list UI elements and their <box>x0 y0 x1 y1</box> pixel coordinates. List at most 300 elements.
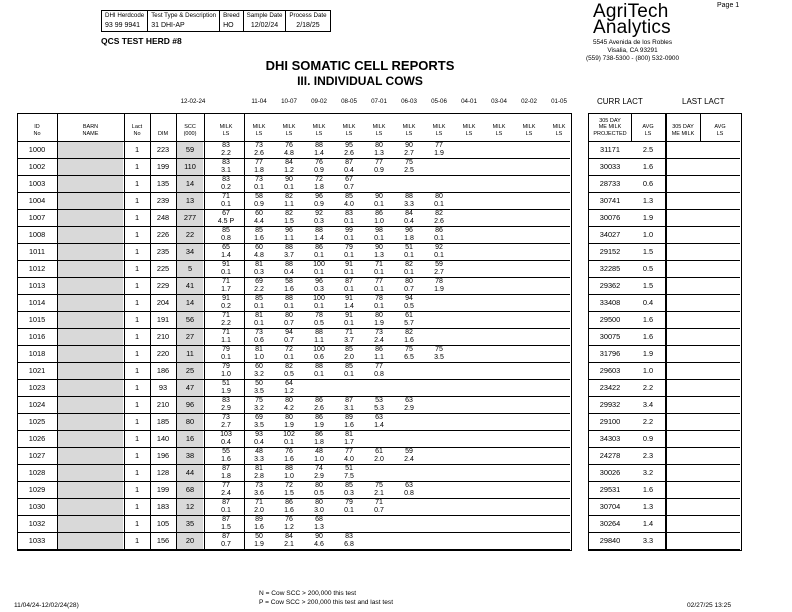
milk-ls-value: 80 <box>375 312 383 319</box>
milk-ls-value: 0.7 <box>344 183 354 191</box>
company-address <box>560 39 705 63</box>
milk-ls-value: 63 <box>405 482 413 489</box>
history-milk-ls <box>305 227 333 242</box>
barn-name-cell <box>58 363 123 379</box>
lact-no: 1 <box>134 383 140 392</box>
dim-value: 226 <box>156 230 170 239</box>
barn-name-cell <box>58 397 123 413</box>
milk-ls-value: 1.2 <box>284 387 294 395</box>
history-milk-ls <box>365 295 393 310</box>
column-divider <box>204 113 205 549</box>
milk-ls-header-line: MILK <box>522 124 536 130</box>
milk-ls-value: 6.5 <box>404 353 414 361</box>
history-milk-ls <box>245 431 273 446</box>
milk-ls-value: 0.3 <box>314 285 324 293</box>
history-milk-ls <box>335 295 363 310</box>
history-milk-ls <box>275 278 303 293</box>
dim-value: 239 <box>156 196 170 205</box>
sample-date-value: 12/02/24 <box>243 20 286 32</box>
cow-id: 1023 <box>28 383 46 392</box>
milk-ls-value: 7.5 <box>344 472 354 480</box>
cow-id: 1026 <box>28 434 46 443</box>
sample-date-label: Sample Date <box>243 11 286 21</box>
milk-ls-value: 0.4 <box>284 268 294 276</box>
milk-ls-value: 75 <box>405 159 413 166</box>
history-date: 02-02 <box>521 98 537 105</box>
milk-ls-value: 81 <box>345 431 353 438</box>
me-milk-projected: 34027 <box>599 230 621 239</box>
history-milk-ls <box>335 465 363 480</box>
history-milk-ls <box>305 312 333 327</box>
milk-ls-value: 71 <box>222 193 230 200</box>
dim-value: 156 <box>156 536 170 545</box>
milk-ls-value: 96 <box>405 227 413 234</box>
history-milk-ls <box>425 210 453 225</box>
milk-ls-value: 1.0 <box>314 455 324 463</box>
cow-id: 1024 <box>28 400 46 409</box>
avg-ls: 2.2 <box>642 383 654 392</box>
milk-ls-value: 0.7 <box>404 285 414 293</box>
history-milk-ls <box>395 397 423 412</box>
milk-ls-header-line: MILK <box>492 124 506 130</box>
id-header-line: No <box>33 130 41 137</box>
milk-ls-value: 0.7 <box>284 319 294 327</box>
history-milk-ls <box>305 363 333 378</box>
milk-ls-value: 3.7 <box>344 336 354 344</box>
history-milk-ls <box>335 261 363 276</box>
barn-name-cell <box>58 278 123 294</box>
avg-ls: 1.5 <box>642 247 654 256</box>
history-milk-ls <box>305 499 333 514</box>
milk-ls-value: 87 <box>222 499 230 506</box>
milk-ls-value: 78 <box>435 278 443 285</box>
milk-ls-value: 1.3 <box>374 149 384 157</box>
milk-ls-value: 0.5 <box>404 302 414 310</box>
milk-ls-value: 73 <box>375 329 383 336</box>
history-milk-ls <box>245 414 273 429</box>
history-milk-ls <box>365 142 393 157</box>
barn-name-cell <box>58 346 123 362</box>
history-milk-ls <box>245 448 273 463</box>
milk-ls-value: 2.1 <box>374 489 384 497</box>
history-milk-ls <box>365 312 393 327</box>
dim-value: 191 <box>156 315 170 324</box>
avg-ls-header-curr-line: LS <box>644 130 652 137</box>
history-date: 06-03 <box>401 98 417 105</box>
barn-name-cell <box>58 142 123 158</box>
history-milk-ls <box>275 295 303 310</box>
history-milk-ls <box>365 210 393 225</box>
milk-ls-header-line: MILK <box>312 124 326 130</box>
milk-ls-value: 0.1 <box>254 302 264 310</box>
dim-value: 248 <box>156 213 170 222</box>
current-milk-ls <box>210 329 242 344</box>
history-milk-ls <box>245 159 273 174</box>
milk-ls-value: 2.6 <box>314 404 324 412</box>
history-milk-ls <box>395 448 423 463</box>
milk-ls-value: 1.6 <box>344 421 354 429</box>
milk-ls-value: 6.8 <box>344 540 354 548</box>
me-milk-projected: 30704 <box>599 502 621 511</box>
history-milk-ls <box>335 176 363 191</box>
milk-ls-value: 4.4 <box>254 217 264 225</box>
milk-ls-value: 89 <box>345 414 353 421</box>
milk-ls-value: 60 <box>255 210 263 217</box>
history-milk-ls <box>335 193 363 208</box>
cow-id: 1000 <box>28 145 46 154</box>
milk-ls-value: 59 <box>435 261 443 268</box>
milk-ls-value: 1.9 <box>434 285 444 293</box>
milk-ls-value: 1.8 <box>404 234 414 242</box>
history-milk-ls <box>365 499 393 514</box>
history-milk-ls <box>305 448 333 463</box>
milk-ls-value: 1.9 <box>374 319 384 327</box>
milk-ls-value: 1.8 <box>314 438 324 446</box>
avg-ls-header-last-line: LS <box>716 130 724 137</box>
row-divider <box>588 175 740 176</box>
avg-ls: 1.3 <box>642 196 654 205</box>
history-milk-ls <box>245 210 273 225</box>
milk-ls-value: 3.2 <box>254 370 264 378</box>
milk-ls-value: 69 <box>255 414 263 421</box>
current-milk-ls <box>210 363 242 378</box>
milk-ls-value: 0.1 <box>221 200 231 208</box>
milk-ls-value: 94 <box>285 329 293 336</box>
milk-ls-header-line: MILK <box>462 124 476 130</box>
address-phone: (559) 738-5300 - (800) 532-0900 <box>585 55 680 62</box>
history-milk-ls <box>245 363 273 378</box>
milk-ls-value: 0.1 <box>344 506 354 514</box>
history-milk-ls <box>275 193 303 208</box>
avg-ls: 1.9 <box>642 349 654 358</box>
current-milk-ls <box>210 193 242 208</box>
milk-ls-value: 74 <box>315 465 323 472</box>
milk-ls-header-current-line: MILK <box>219 124 233 130</box>
page-number: Page 1 <box>717 2 740 9</box>
milk-ls-value: 3.5 <box>254 387 264 395</box>
milk-ls-value: 0.5 <box>314 489 324 497</box>
history-milk-ls <box>305 414 333 429</box>
current-milk-ls <box>210 482 242 497</box>
milk-ls-value: 75 <box>405 346 413 353</box>
barn-name-cell <box>58 329 123 345</box>
milk-ls-value: 71 <box>375 261 383 268</box>
footer-timestamp: 02/27/25 13:25 <box>687 602 731 609</box>
milk-ls-value: 80 <box>435 193 443 200</box>
milk-ls-value: 1.6 <box>221 455 231 463</box>
herdcode-label: DHI Herdcode <box>102 11 148 21</box>
milk-ls-value: 1.5 <box>221 523 231 531</box>
history-milk-ls <box>425 278 453 293</box>
me-milk-header-last-line: 305 DAY <box>672 124 694 130</box>
milk-ls-value: 51 <box>345 465 353 472</box>
milk-ls-value: 1.9 <box>221 387 231 395</box>
current-milk-ls <box>210 244 242 259</box>
scc-value: 5 <box>187 264 193 273</box>
milk-ls-value: 4.6 <box>314 540 324 548</box>
milk-ls-value: 3.3 <box>404 200 414 208</box>
history-date: 09-02 <box>311 98 327 105</box>
current-milk-ls <box>210 346 242 361</box>
history-milk-ls <box>425 261 453 276</box>
lact-no: 1 <box>134 179 140 188</box>
milk-ls-value: 60 <box>255 244 263 251</box>
milk-ls-value: 0.1 <box>344 251 354 259</box>
me-milk-projected: 24278 <box>599 451 621 460</box>
history-milk-ls <box>395 329 423 344</box>
milk-ls-value: 1.4 <box>344 302 354 310</box>
milk-ls-value: 80 <box>315 482 323 489</box>
milk-ls-value: 90 <box>315 533 323 540</box>
me-milk-projected: 31171 <box>599 145 620 154</box>
barn-name-cell <box>58 380 123 396</box>
me-milk-projected: 30741 <box>599 196 621 205</box>
scc-value: 277 <box>183 213 197 222</box>
milk-ls-value: 0.1 <box>374 302 384 310</box>
history-date: 08-05 <box>341 98 357 105</box>
milk-ls-value: 90 <box>405 142 413 149</box>
scc-value: 13 <box>185 196 195 205</box>
milk-ls-value: 67 <box>345 176 353 183</box>
milk-ls-value: 77 <box>375 278 383 285</box>
milk-ls-value: 0.8 <box>374 370 384 378</box>
dim-value: 135 <box>156 179 170 188</box>
milk-ls-value: 0.1 <box>284 438 294 446</box>
report-title: DHI SOMATIC CELL REPORTS <box>265 58 455 73</box>
milk-ls-value: 55 <box>222 448 230 455</box>
avg-ls-header-last-line: AVG <box>714 124 726 130</box>
lact-no: 1 <box>134 451 140 460</box>
column-divider <box>631 113 632 141</box>
history-milk-ls <box>395 159 423 174</box>
milk-ls-value: 1.7 <box>221 285 231 293</box>
history-milk-ls <box>335 278 363 293</box>
milk-ls-value: 82 <box>405 329 413 336</box>
history-milk-ls <box>245 499 273 514</box>
milk-ls-header-line: LS <box>375 130 383 137</box>
milk-ls-value: 3.1 <box>344 404 354 412</box>
lact-no: 1 <box>134 162 140 171</box>
milk-ls-value: 83 <box>345 210 353 217</box>
milk-ls-value: 65 <box>222 244 230 251</box>
milk-ls-value: 78 <box>315 312 323 319</box>
history-milk-ls <box>425 346 453 361</box>
milk-ls-value: 71 <box>345 329 353 336</box>
milk-ls-header-line: LS <box>345 130 353 137</box>
history-milk-ls <box>305 465 333 480</box>
me-milk-projected: 29100 <box>599 417 621 426</box>
milk-ls-value: 3.5 <box>254 421 264 429</box>
current-milk-ls <box>210 295 242 310</box>
milk-ls-value: 72 <box>315 176 323 183</box>
milk-ls-value: 1.0 <box>374 217 384 225</box>
history-milk-ls <box>305 193 333 208</box>
milk-ls-value: 1.9 <box>434 149 444 157</box>
milk-ls-value: 0.1 <box>434 234 444 242</box>
current-test-date: 12-02-24 <box>180 98 206 105</box>
row-divider <box>588 226 740 227</box>
milk-ls-value: 51 <box>222 380 230 387</box>
scc-value: 80 <box>185 417 195 426</box>
lact-no: 1 <box>134 519 140 528</box>
history-milk-ls <box>335 159 363 174</box>
address-street: 5545 Avenida de los Robles <box>592 39 673 46</box>
row-divider <box>588 413 740 414</box>
cow-id: 1002 <box>28 162 46 171</box>
history-date: 11-04 <box>251 98 267 105</box>
milk-ls-value: 0.1 <box>374 268 384 276</box>
milk-ls-value: 103 <box>220 431 232 438</box>
history-milk-ls <box>365 278 393 293</box>
dim-value: 199 <box>156 485 170 494</box>
milk-ls-value: 77 <box>375 159 383 166</box>
lact-no: 1 <box>134 247 140 256</box>
milk-ls-value: 0.1 <box>344 319 354 327</box>
milk-ls-value: 0.4 <box>344 166 354 174</box>
milk-ls-value: 86 <box>315 431 323 438</box>
current-milk-ls <box>210 499 242 514</box>
milk-ls-value: 88 <box>315 363 323 370</box>
milk-ls-value: 3.0 <box>314 506 324 514</box>
current-milk-ls <box>210 278 242 293</box>
test-type-label: Test Type & Description <box>148 11 220 21</box>
milk-ls-value: 90 <box>285 176 293 183</box>
history-milk-ls <box>275 516 303 531</box>
last-lact-heading: LAST LACT <box>682 97 725 106</box>
row-divider <box>588 464 740 465</box>
avg-ls: 0.5 <box>642 264 654 273</box>
avg-ls: 0.4 <box>642 298 654 307</box>
scc-value: 110 <box>184 162 196 171</box>
history-milk-ls <box>395 193 423 208</box>
me-milk-projected: 30026 <box>599 468 621 477</box>
milk-ls-value: 85 <box>345 482 353 489</box>
scc-value: 14 <box>185 298 195 307</box>
milk-ls-value: 1.6 <box>254 234 264 242</box>
current-milk-ls <box>210 159 242 174</box>
milk-ls-value: 0.1 <box>314 268 324 276</box>
barn-name-cell <box>58 176 123 192</box>
milk-ls-value: 88 <box>285 244 293 251</box>
history-milk-ls <box>335 329 363 344</box>
row-divider <box>588 192 740 193</box>
milk-ls-value: 76 <box>285 516 293 523</box>
milk-ls-header-line: LS <box>495 130 503 137</box>
milk-ls-value: 0.5 <box>314 319 324 327</box>
milk-ls-value: 2.7 <box>404 149 414 157</box>
avg-ls: 0.9 <box>642 434 654 443</box>
milk-ls-value: 86 <box>285 499 293 506</box>
milk-ls-value: 63 <box>405 397 413 404</box>
avg-ls: 1.4 <box>642 519 654 528</box>
milk-ls-value: 82 <box>285 193 293 200</box>
milk-ls-header-line: LS <box>405 130 413 137</box>
milk-ls-value: 100 <box>313 261 325 268</box>
history-milk-ls <box>245 482 273 497</box>
milk-ls-header-line: LS <box>315 130 323 137</box>
milk-ls-header-line: LS <box>435 130 443 137</box>
history-milk-ls <box>245 380 273 395</box>
milk-ls-value: 89 <box>255 516 263 523</box>
scc-header-line: (000) <box>183 130 197 137</box>
me-milk-header-last-line: ME MILK <box>671 130 695 137</box>
milk-ls-value: 72 <box>285 346 293 353</box>
lact-no: 1 <box>134 400 140 409</box>
me-milk-projected: 29531 <box>599 485 621 494</box>
row-divider <box>588 362 740 363</box>
scc-value: 11 <box>186 349 194 358</box>
milk-ls-value: 75 <box>255 397 263 404</box>
history-milk-ls <box>275 380 303 395</box>
cow-id: 1027 <box>28 451 46 460</box>
barn-header-line: NAME <box>82 130 99 137</box>
milk-ls-value: 91 <box>345 261 353 268</box>
lact-no: 1 <box>134 349 140 358</box>
avg-ls: 1.0 <box>642 366 654 375</box>
row-divider <box>588 260 740 261</box>
milk-ls-value: 4.8 <box>284 149 294 157</box>
dim-value: 210 <box>156 400 170 409</box>
milk-ls-value: 90 <box>375 244 383 251</box>
process-date-label: Process Date <box>286 11 330 21</box>
history-milk-ls <box>395 295 423 310</box>
history-date: 07-01 <box>371 98 387 105</box>
milk-ls-value: 2.9 <box>314 472 324 480</box>
milk-ls-header <box>335 124 363 137</box>
history-milk-ls <box>365 261 393 276</box>
history-date: 01-05 <box>551 98 567 105</box>
avg-ls: 1.6 <box>642 162 654 171</box>
history-milk-ls <box>275 346 303 361</box>
milk-ls-value: 0.1 <box>374 285 384 293</box>
milk-ls-value: 1.1 <box>374 353 384 361</box>
milk-ls-value: 0.1 <box>374 234 384 242</box>
milk-ls-value: 99 <box>345 227 353 234</box>
milk-ls-value: 2.4 <box>374 336 384 344</box>
dim-value: 229 <box>156 281 170 290</box>
milk-ls-value: 2.0 <box>344 353 354 361</box>
milk-ls-value: 0.7 <box>374 506 384 514</box>
barn-header <box>57 124 124 137</box>
milk-ls-value: 77 <box>375 363 383 370</box>
scc-value: 44 <box>185 468 195 477</box>
avg-ls: 1.5 <box>642 281 654 290</box>
barn-name-cell <box>58 244 123 260</box>
history-milk-ls <box>305 176 333 191</box>
id-header-line: ID <box>34 124 40 130</box>
milk-ls-value: 58 <box>255 193 263 200</box>
milk-ls-value: 1.6 <box>404 336 414 344</box>
cow-id: 1016 <box>28 332 46 341</box>
milk-ls-value: 3.6 <box>254 489 264 497</box>
history-milk-ls <box>335 346 363 361</box>
barn-name-cell <box>58 210 123 226</box>
dim-value: 196 <box>156 451 170 460</box>
current-milk-ls <box>210 465 242 480</box>
milk-ls-value: 82 <box>285 210 293 217</box>
breed-value: HO <box>220 20 244 32</box>
milk-ls-value: 1.0 <box>284 472 294 480</box>
history-milk-ls <box>305 244 333 259</box>
scc-value: 25 <box>185 366 195 375</box>
milk-ls-value: 2.6 <box>344 149 354 157</box>
dim-value: 105 <box>156 519 170 528</box>
history-milk-ls <box>245 516 273 531</box>
milk-ls-header-line: LS <box>555 130 563 137</box>
history-milk-ls <box>245 176 273 191</box>
history-milk-ls <box>275 499 303 514</box>
milk-ls-value: 72 <box>285 482 293 489</box>
